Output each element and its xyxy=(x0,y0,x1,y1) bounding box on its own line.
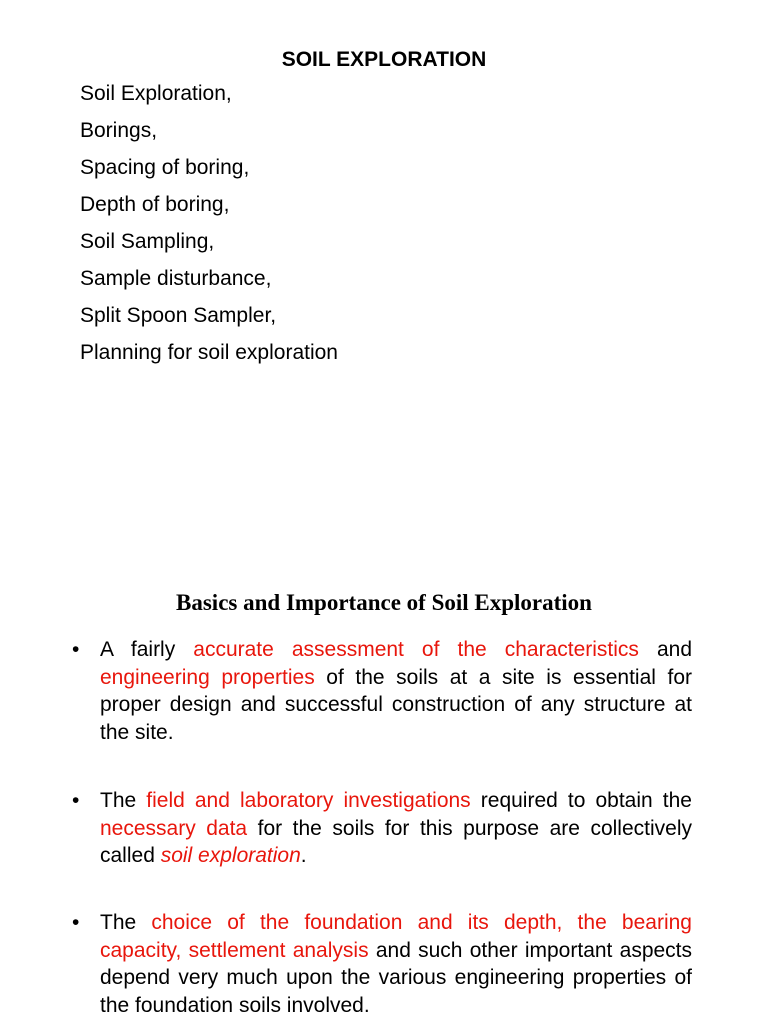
bullet-marker: • xyxy=(72,911,80,934)
bullet-text xyxy=(100,787,692,870)
text-segment: and xyxy=(638,638,692,661)
text-segment: . xyxy=(300,844,307,867)
topic-list xyxy=(80,80,338,376)
bullet-text xyxy=(100,636,692,746)
highlight-segment: choice of the foundation and its depth, the bearing capacity, settlement analysis xyxy=(100,911,692,962)
topic-item: Spacing of boring, xyxy=(80,156,250,179)
section-heading: Basics and Importance of Soil Exploration xyxy=(176,590,592,615)
bullet-item xyxy=(72,787,692,870)
text-segment: and such other important aspects depend very much upon the various engineering properties of the foundation soils involved. xyxy=(100,938,693,1017)
text-segment: of the soils at a site is essential for proper design and successful construction of any structure at the site. xyxy=(100,665,692,744)
topic-item: Split Spoon Sampler, xyxy=(80,304,277,327)
topic-item: Soil Exploration, xyxy=(80,82,232,105)
highlight-segment: accurate assessment of the characteristics xyxy=(193,638,639,661)
text-segment: The xyxy=(100,789,147,812)
highlight-segment: engineering properties xyxy=(100,665,315,689)
topic-item: Planning for soil exploration xyxy=(80,341,338,364)
topic-item: Soil Sampling, xyxy=(80,230,215,253)
text-segment: required to obtain the xyxy=(470,789,692,812)
topic-item: Borings, xyxy=(80,119,158,142)
highlight-segment: soil exploration xyxy=(160,844,301,867)
page-title: SOIL EXPLORATION xyxy=(281,48,487,71)
text-segment: for the soils for this purpose are collectively called xyxy=(100,816,692,867)
bullet-marker: • xyxy=(72,638,80,661)
bullet-item xyxy=(72,909,692,1019)
highlight-segment: necessary data xyxy=(100,816,248,840)
topic-item: Sample disturbance, xyxy=(80,267,272,290)
bullet-item xyxy=(72,636,692,746)
topic-item: Depth of boring, xyxy=(80,193,230,216)
bullet-marker: • xyxy=(72,789,80,812)
text-segment: The xyxy=(100,911,152,934)
highlight-segment: field and laboratory investigations xyxy=(146,789,471,812)
bullet-text xyxy=(100,909,692,1019)
text-segment: A fairly xyxy=(100,638,194,661)
